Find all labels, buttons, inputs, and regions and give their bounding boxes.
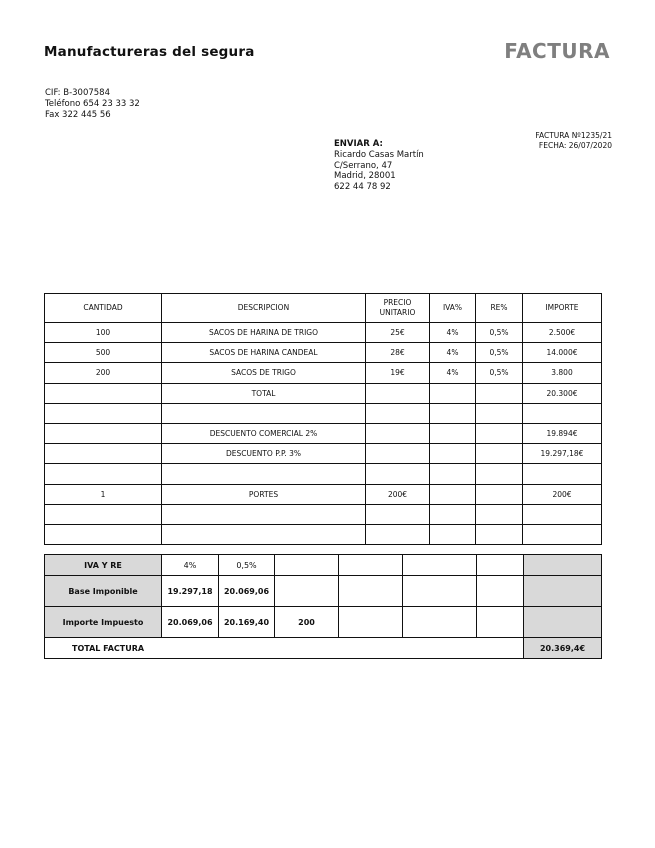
base-re-value: 20.069,06 xyxy=(219,576,275,607)
empty-cell xyxy=(275,555,339,576)
cell-cantidad: 200 xyxy=(45,363,162,383)
cell-iva xyxy=(430,383,476,403)
cell-importe: 19.894€ xyxy=(523,423,602,443)
cell-iva: 4% xyxy=(430,323,476,343)
cell-re: 0,5% xyxy=(476,363,523,383)
summary-row-tax xyxy=(45,607,602,638)
ship-to-name: Ricardo Casas Martín xyxy=(334,149,424,160)
table-row xyxy=(45,444,602,464)
cell-descripcion xyxy=(162,504,366,524)
cell-descripcion: PORTES xyxy=(162,484,366,504)
cell-re xyxy=(476,423,523,443)
empty-cell xyxy=(403,607,477,638)
company-contact xyxy=(45,88,140,120)
cell-cantidad xyxy=(45,504,162,524)
total-factura-value: 20.369,4€ xyxy=(524,638,602,659)
empty-cell xyxy=(524,576,602,607)
empty-cell xyxy=(403,555,477,576)
cell-precio xyxy=(366,464,430,484)
tax-iva-value: 20.069,06 xyxy=(162,607,219,638)
empty-cell xyxy=(524,607,602,638)
ship-to-label: ENVIAR A: xyxy=(334,139,383,149)
empty-cell xyxy=(477,576,524,607)
cell-descripcion: TOTAL xyxy=(162,383,366,403)
cell-re xyxy=(476,504,523,524)
iva-re-label: IVA Y RE xyxy=(45,555,162,576)
tax-summary-table xyxy=(44,554,602,659)
cell-descripcion xyxy=(162,403,366,423)
cell-re xyxy=(476,484,523,504)
empty-cell xyxy=(339,576,403,607)
cell-precio: 200€ xyxy=(366,484,430,504)
cell-cantidad: 500 xyxy=(45,343,162,363)
cell-cantidad xyxy=(45,444,162,464)
cell-descripcion: DESCUENTO COMERCIAL 2% xyxy=(162,423,366,443)
summary-row-total xyxy=(45,638,602,659)
table-row xyxy=(45,484,602,504)
cell-re xyxy=(476,524,523,544)
empty-cell xyxy=(477,607,524,638)
cell-iva xyxy=(430,444,476,464)
cell-re xyxy=(476,464,523,484)
empty-cell xyxy=(339,555,403,576)
cell-iva xyxy=(430,403,476,423)
table-row xyxy=(45,343,602,363)
cell-re: 0,5% xyxy=(476,343,523,363)
table-row xyxy=(45,464,602,484)
header-re: RE% xyxy=(476,294,523,323)
importe-impuesto-label: Importe Impuesto xyxy=(45,607,162,638)
invoice-date: FECHA: 26/07/2020 xyxy=(538,141,612,150)
cif-text: CIF: B-3007584 xyxy=(45,88,110,98)
cell-importe: 200€ xyxy=(523,484,602,504)
cell-re xyxy=(476,383,523,403)
cell-importe xyxy=(523,524,602,544)
cell-iva xyxy=(430,484,476,504)
cell-importe xyxy=(523,403,602,423)
cell-importe xyxy=(523,464,602,484)
cell-precio xyxy=(366,504,430,524)
cell-precio xyxy=(366,423,430,443)
header-importe: IMPORTE xyxy=(523,294,602,323)
cell-iva xyxy=(430,504,476,524)
cell-descripcion: SACOS DE HARINA DE TRIGO xyxy=(162,323,366,343)
empty-cell xyxy=(477,555,524,576)
cell-importe: 19.297,18€ xyxy=(523,444,602,464)
cell-precio: 25€ xyxy=(366,323,430,343)
cell-iva: 4% xyxy=(430,363,476,383)
re-rate: 0,5% xyxy=(219,555,275,576)
cell-importe: 20.300€ xyxy=(523,383,602,403)
cell-cantidad xyxy=(45,403,162,423)
cell-iva xyxy=(430,464,476,484)
summary-row-base xyxy=(45,576,602,607)
table-row xyxy=(45,423,602,443)
ship-to-phone: 622 44 78 92 xyxy=(334,182,391,193)
iva-rate: 4% xyxy=(162,555,219,576)
base-imponible-label: Base Imponible xyxy=(45,576,162,607)
cell-precio xyxy=(366,444,430,464)
ship-to-city: Madrid, 28001 xyxy=(334,171,396,182)
header-iva: IVA% xyxy=(430,294,476,323)
cell-descripcion: DESCUENTO P.P. 3% xyxy=(162,444,366,464)
ship-to-street: C/Serrano, 47 xyxy=(334,160,393,171)
cell-cantidad xyxy=(45,464,162,484)
cell-re: 0,5% xyxy=(476,323,523,343)
cell-precio: 28€ xyxy=(366,343,430,363)
tax-extra-value: 200 xyxy=(275,607,339,638)
empty-cell xyxy=(339,607,403,638)
document-title: FACTURA xyxy=(504,39,610,63)
cell-importe: 14.000€ xyxy=(523,343,602,363)
cell-cantidad: 1 xyxy=(45,484,162,504)
empty-cell xyxy=(403,576,477,607)
cell-precio xyxy=(366,524,430,544)
cell-iva xyxy=(430,524,476,544)
cell-cantidad xyxy=(45,524,162,544)
tax-re-value: 20.169,40 xyxy=(219,607,275,638)
table-row xyxy=(45,524,602,544)
table-row xyxy=(45,504,602,524)
cell-descripcion: SACOS DE HARINA CANDEAL xyxy=(162,343,366,363)
cell-re xyxy=(476,444,523,464)
cell-cantidad xyxy=(45,423,162,443)
cell-precio xyxy=(366,383,430,403)
cell-iva: 4% xyxy=(430,343,476,363)
empty-cell xyxy=(524,555,602,576)
table-row xyxy=(45,363,602,383)
empty-cell xyxy=(275,576,339,607)
cell-descripcion: SACOS DE TRIGO xyxy=(162,363,366,383)
invoice-number: FACTURA Nº1235/21 xyxy=(535,131,612,140)
table-row xyxy=(45,323,602,343)
invoice-lines-table xyxy=(44,293,602,545)
header-precio-unitario: PRECIO UNITARIO xyxy=(366,294,430,323)
ship-to-block xyxy=(334,139,424,193)
header-descripcion: DESCRIPCION xyxy=(162,294,366,323)
total-factura-label: TOTAL FACTURA xyxy=(45,638,524,659)
cell-cantidad: 100 xyxy=(45,323,162,343)
header-cantidad: CANTIDAD xyxy=(45,294,162,323)
table-row xyxy=(45,403,602,423)
base-iva-value: 19.297,18 xyxy=(162,576,219,607)
cell-precio xyxy=(366,403,430,423)
fax-text: Fax 322 445 56 xyxy=(45,109,111,120)
cell-descripcion xyxy=(162,464,366,484)
invoice-meta xyxy=(535,131,612,151)
summary-row-rates xyxy=(45,555,602,576)
cell-re xyxy=(476,403,523,423)
table-header-row xyxy=(45,294,602,323)
company-name: Manufactureras del segura xyxy=(44,44,255,60)
table-row xyxy=(45,383,602,403)
cell-importe: 2.500€ xyxy=(523,323,602,343)
cell-precio: 19€ xyxy=(366,363,430,383)
cell-iva xyxy=(430,423,476,443)
cell-descripcion xyxy=(162,524,366,544)
cell-importe xyxy=(523,504,602,524)
cell-importe: 3.800 xyxy=(523,363,602,383)
phone-text: Teléfono 654 23 33 32 xyxy=(45,98,140,109)
cell-cantidad xyxy=(45,383,162,403)
